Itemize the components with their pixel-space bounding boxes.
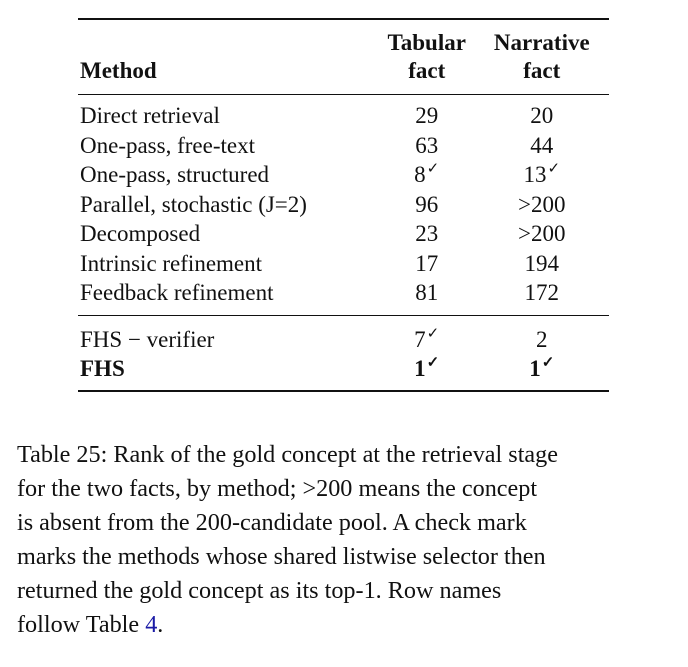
row-tabular: 29 bbox=[415, 103, 439, 128]
header-narrative-line2: fact bbox=[523, 58, 561, 83]
results-table-container bbox=[78, 18, 609, 392]
row-narrative: 20 bbox=[530, 103, 554, 128]
row-tabular: 23 bbox=[415, 221, 439, 246]
row-method: Decomposed bbox=[80, 221, 201, 246]
row-narrative: 1 bbox=[529, 356, 541, 381]
table-row bbox=[78, 278, 609, 315]
row-method: Intrinsic refinement bbox=[80, 250, 263, 276]
row-method: Feedback refinement bbox=[80, 280, 274, 305]
rank-table bbox=[78, 18, 609, 392]
row-method: FHS bbox=[80, 356, 125, 381]
row-tabular: 17 bbox=[415, 250, 439, 276]
table-row bbox=[78, 315, 609, 354]
row-narrative: >200 bbox=[518, 221, 566, 246]
caption-line: is absent from the 200-candidate pool. A check mark bbox=[17, 509, 527, 536]
table-reference-link[interactable]: 4 bbox=[145, 611, 158, 638]
header-tabular-line2: fact bbox=[408, 58, 446, 83]
check-mark-icon: ✓ bbox=[426, 355, 440, 371]
table-row bbox=[78, 131, 609, 161]
table-caption bbox=[17, 438, 672, 642]
row-method: Parallel, stochastic (J=2) bbox=[80, 191, 307, 217]
row-tabular: 81 bbox=[415, 280, 439, 305]
table-row bbox=[78, 354, 609, 391]
row-narrative: >200 bbox=[518, 191, 566, 217]
caption-line: returned the gold concept as its top-1. Row names bbox=[17, 577, 502, 604]
caption-line: Table 25: Rank of the gold concept at the retrieval stage bbox=[17, 441, 558, 468]
row-tabular-cell bbox=[379, 315, 475, 354]
header-method: Method bbox=[80, 58, 157, 83]
caption-last-line bbox=[17, 608, 672, 642]
table-row bbox=[78, 190, 609, 220]
row-tabular-cell bbox=[379, 160, 475, 190]
row-method: One-pass, structured bbox=[80, 162, 270, 187]
row-narrative-cell bbox=[475, 354, 609, 391]
table-row bbox=[78, 219, 609, 249]
table-row bbox=[78, 249, 609, 279]
header-row bbox=[78, 19, 609, 95]
row-tabular: 1 bbox=[414, 356, 426, 381]
header-narrative bbox=[475, 19, 609, 95]
caption-last-suffix: . bbox=[157, 611, 164, 638]
row-narrative: 13 bbox=[523, 162, 547, 187]
header-tabular bbox=[379, 19, 475, 95]
row-method: FHS − verifier bbox=[80, 326, 215, 352]
row-method: One-pass, free-text bbox=[80, 132, 255, 158]
row-tabular: 7 bbox=[414, 326, 426, 352]
row-tabular: 63 bbox=[415, 132, 439, 158]
check-mark-icon: ✓ bbox=[426, 325, 440, 342]
methods-body bbox=[78, 95, 609, 316]
header-tabular-line1: Tabular bbox=[387, 30, 466, 55]
caption-line: for the two facts, by method; >200 means the concept bbox=[17, 475, 538, 502]
ablation-body bbox=[78, 315, 609, 391]
check-mark-icon: ✓ bbox=[547, 161, 561, 177]
row-tabular: 96 bbox=[415, 191, 439, 217]
row-method: Direct retrieval bbox=[80, 103, 220, 128]
row-narrative: 2 bbox=[536, 326, 548, 352]
row-tabular: 8 bbox=[414, 162, 426, 187]
caption-line: marks the methods whose shared listwise selector then bbox=[17, 543, 546, 570]
caption-last-prefix: follow Table bbox=[17, 611, 146, 638]
row-narrative: 44 bbox=[530, 132, 554, 158]
header-narrative-line1: Narrative bbox=[493, 30, 590, 55]
check-mark-icon: ✓ bbox=[426, 161, 440, 177]
row-tabular-cell bbox=[379, 354, 475, 391]
check-mark-icon: ✓ bbox=[541, 355, 555, 371]
row-narrative: 172 bbox=[524, 280, 560, 305]
table-row bbox=[78, 95, 609, 131]
table-row bbox=[78, 160, 609, 190]
row-narrative-cell bbox=[475, 160, 609, 190]
row-narrative: 194 bbox=[524, 250, 560, 276]
